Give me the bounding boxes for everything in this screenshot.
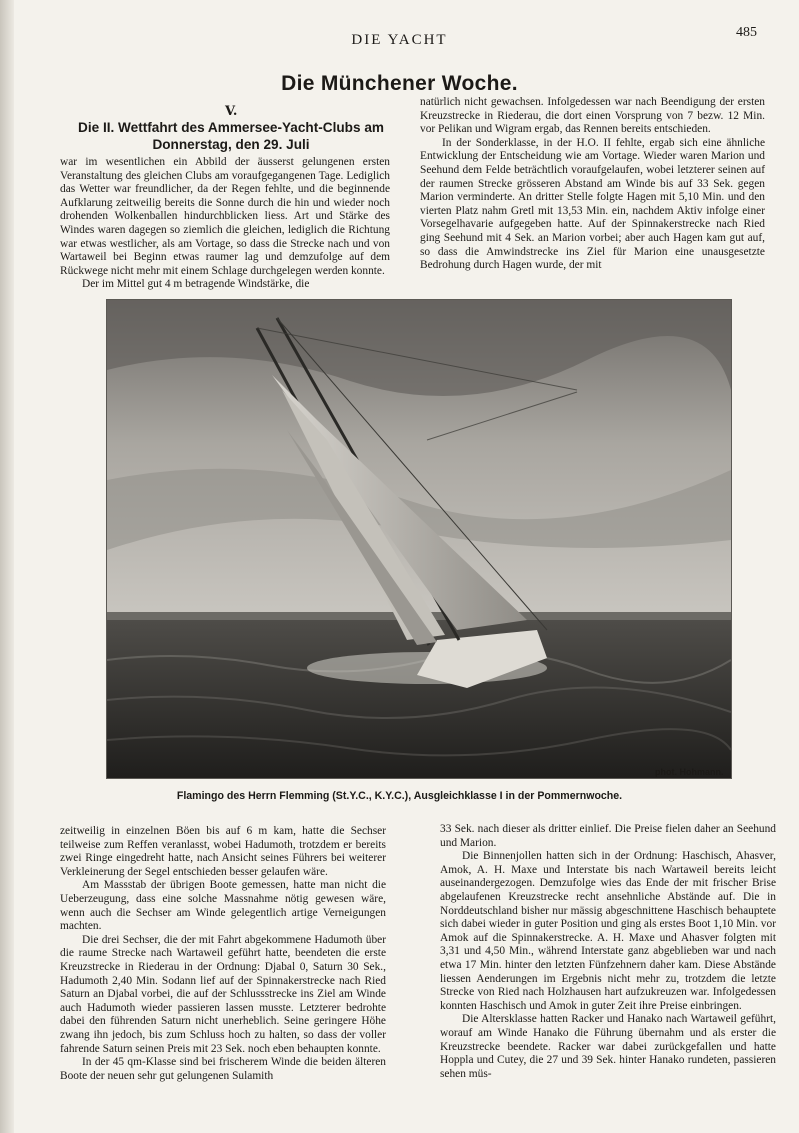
- running-head: DIE YACHT: [351, 32, 448, 48]
- text-column-bottom-left: [60, 825, 386, 1083]
- paragraph: 33 Sek. nach dieser als dritter einlief. Die Preise fielen daher an Seehund und Marion.: [440, 823, 776, 849]
- paragraph: zeitweilig in einzelnen Böen bis auf 6 m kam, hatte die Sechser teilweise zum Reffen veranlasst, wobei Hadumoth, trotzdem er bereits zwei Ringe eingedreht hatte, nach Ansicht seines Führers bei weiterer Verkleinerung der Segel entschieden besser gelaufen wäre.: [60, 825, 386, 878]
- paragraph: Die drei Sechser, die der mit Fahrt abgekommene Hadumoth über die raume Strecke nach Wartaweil geführt hatte, beendeten die erste Kreuzstrecke in Riederau in der Ordnung: Djabal 0, Saturn 30 Sek., Hadumoth 2,40 Min. Sodann lief auf der Spinnakerstrecke nach Ried Saturn an Djabal vorbei, die auf der Schlussstrecke ins Ziel am Winde auch Hadumoth wieder passieren lassen musste. Letzterer bedrohte dabei den führenden Saturn nicht unerheblich. Seine geringere Höhe zwang ihn jedoch, bis zum Schluss hoch zu halten, so dass der voller fahrende Saturn seinen Preis mit 23 Sek. noch eben behaupten konnte.: [60, 933, 386, 1055]
- text-column-top-left: [60, 156, 390, 292]
- section-numeral: V.: [225, 104, 238, 119]
- photo-credit: phot. Hohmann.: [655, 767, 724, 777]
- schooner-illustration: [107, 300, 731, 778]
- page-number: 485: [736, 25, 757, 40]
- article-title: Die Münchener Woche.: [281, 72, 518, 95]
- text-column-bottom-right: [440, 823, 776, 1081]
- paragraph: war im wesentlichen ein Abbild der äusserst gelungenen ersten Veranstaltung des gleichen Clubs am voraufgegangenen Tage. Lediglich das Wetter war freundlicher, da der Regen fehlte, und die beginnende Aufklarung zeitweilig bereits die Sonne durch die hin und wieder noch drohenden Wolkenballen hindurchblicken liess. Art und Stärke des Windes waren dagegen so ziemlich die gleichen, lediglich die Richtung war etwas westlicher, als am Vortage, so dass die Strecke nach und von Wartaweil bei Beginn etwas raumer lag und demzufolge auf dem Rückwege nicht mehr mit einem Schlage durchgelegen werden konnte.: [60, 156, 390, 277]
- page-binding-edge: [0, 0, 14, 1133]
- figure-caption: Flamingo des Herrn Flemming (St.Y.C., K.Y.C.), Ausgleichklasse I in der Pommernwoche.: [176, 790, 623, 802]
- paragraph: Die Binnenjollen hatten sich in der Ordnung: Haschisch, Ahasver, Amok, A. H. Maxe und Interstate bis nach Wartaweil bereits leicht auseinandergezogen. Demzufolge wies das Ende der mit frischer Brise abgelaufenen Kreuzstrecke recht ansehnliche Abstände auf. Die in Norddeutschland bisher nur mässig abgeschnittene Haschisch behauptete sich dabei wieder in guter Position und ging als erstes Boot 1,10 Min. vor Amok auf die Spinnakerstrecke. A. H. Maxe und Ahasver folgten mit 3,31 und 4,50 Min., während Interstate ganz abgeblieben war und nach etwa 17 Min. hinter den letzten Fünfzehnern daher kam. Diese Abstände liessen Aenderungen im Ergebnis nicht mehr zu, trotzdem die letzte Strecke von Ried nach Holzhausen hart aufzukreuzen war. Infolgedessen konnten Haschisch und Amok in guter Zeit ihre Preise einbringen.: [440, 850, 776, 1012]
- article-subhead: Die II. Wettfahrt des Ammersee-Yacht-Clubs am Donnerstag, den 29. Juli: [78, 120, 384, 152]
- paragraph: Der im Mittel gut 4 m betragende Windstärke, die: [82, 278, 310, 291]
- paragraph: In der 45 qm-Klasse sind bei frischerem Winde die beiden älteren Boote der neuen sehr gut gelungenen Sulamith: [60, 1056, 386, 1082]
- text-column-top-right: [420, 96, 765, 273]
- paragraph: natürlich nicht gewachsen. Infolgedessen war nach Beendigung der ersten Kreuzstrecke in Riederau, die dort einen Vorsprung von 7 bezw. 12 Min. vor Pelikan und Wigram ergab, das Rennen bereits entschieden.: [420, 96, 765, 136]
- schooner-photograph: [107, 300, 731, 778]
- paragraph: Die Altersklasse hatten Racker und Hanako nach Wartaweil geführt, worauf am Winde Hanako die Führung übernahm und als erster die Kreuzstrecke beendete. Racker war dabei zurückgefallen und hatte Hoppla und Cutey, die 27 und 39 Sek. hinter Hanako rundeten, passieren sehen müs-: [440, 1013, 776, 1080]
- paragraph: Am Massstab der übrigen Boote gemessen, hatte man nicht die Ueberzeugung, dass eine solche Massnahme nötig gewesen wäre, wenn auch die Sechser am Winde gelegentlich artige Verneigungen machten.: [60, 879, 386, 933]
- paragraph: In der Sonderklasse, in der H.O. II fehlte, ergab sich eine ähnliche Entwicklung der Entscheidung wie am Vortage. Wieder waren Marion und Seehund dem Felde beträchtlich voraufgelaufen, wobei letzterer seinen auf der raumen Strecke grösseren Abstand am Winde bis auf 33 Sek. gegen Marion verminderte. An dritter Stelle folgte Hagen mit 5,10 Min. und den vierten Platz nahm Gretl mit 13,53 Min. ein, nachdem Aktiv infolge einer Vorsegelhavarie aufgegeben hatte. Auf der Spinnakerstrecke nach Ried ging Seehund mit 4 Sek. an Marion vorbei; aber auch Hagen kam gut auf, so dass die Amwindstrecke ins Ziel für Marion eine unausgesetzte Bedrohung durch Hagen wurde, der mit: [420, 136, 765, 272]
